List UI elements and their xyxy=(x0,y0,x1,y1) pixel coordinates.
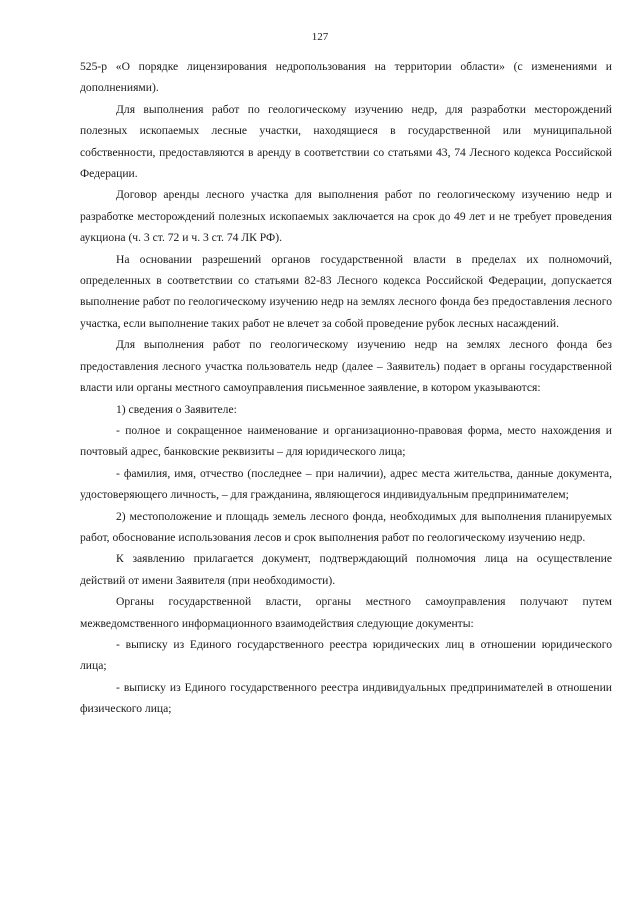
page-number: 127 xyxy=(311,31,329,43)
paragraph: Для выполнения работ по геологическому изучению недр, для разработки месторождений полезных ископаемых лесные участки, находящиеся в государственной или муниципальной собственности, предоставляются в аренду в соответствии со статьями 43, 74 Лесного кодекса Российской Федерации. xyxy=(80,102,612,181)
list-item: - полное и сокращенное наименование и организационно-правовая форма, место нахождения и почтовый адрес, банковские реквизиты – для юридического лица; xyxy=(80,423,612,459)
paragraph: Договор аренды лесного участка для выполнения работ по геологическому изучению недр и разработке месторождений полезных ископаемых заключается на срок до 49 лет и не требует проведения аукциона (ч. 3 ст. 72 и ч. 3 ст. 74 ЛК РФ). xyxy=(80,188,612,245)
list-item: - выписку из Единого государственного реестра юридических лиц в отношении юридического лица; xyxy=(80,637,612,673)
list-item: - выписку из Единого государственного реестра индивидуальных предпринимателей в отношении физического лица; xyxy=(80,680,612,716)
paragraph: К заявлению прилагается документ, подтверждающий полномочия лица на осуществление действий от имени Заявителя (при необходимости). xyxy=(80,552,612,587)
document-body xyxy=(80,56,612,720)
list-item: 2) местоположение и площадь земель лесного фонда, необходимых для выполнения планируемых работ, обоснование использования лесов и срок выполнения работ по геологическому изучению недр. xyxy=(80,509,612,544)
paragraph: 525-р «О порядке лицензирования недропользования на территории области» (с изменениями и дополнениями). xyxy=(80,60,612,95)
paragraph: Для выполнения работ по геологическому изучению недр на землях лесного фонда без предоставления лесного участка пользователь недр (далее – Заявитель) подает в органы государственной власти или органы местного самоуправления письменное заявление, в котором указываются: xyxy=(80,338,612,395)
paragraph: Органы государственной власти, органы местного самоуправления получают путем межведомственного информационного взаимодействия следующие документы: xyxy=(80,595,612,630)
list-item: - фамилия, имя, отчество (последнее – при наличии), адрес места жительства, данные документа, удостоверяющего личность, – для гражданина, являющегося индивидуальным предпринимателем; xyxy=(80,466,612,502)
list-item: 1) сведения о Заявителе: xyxy=(116,402,237,416)
paragraph: На основании разрешений органов государственной власти в пределах их полномочий, определенных в соответствии со статьями 82-83 Лесного кодекса Российской Федерации, допускается выполнение работ по геологическому изучению недр на землях лесного фонда без предоставления лесного участка, если выполнение таких работ не влечет за собой проведение рубок лесных насаждений. xyxy=(80,252,612,330)
